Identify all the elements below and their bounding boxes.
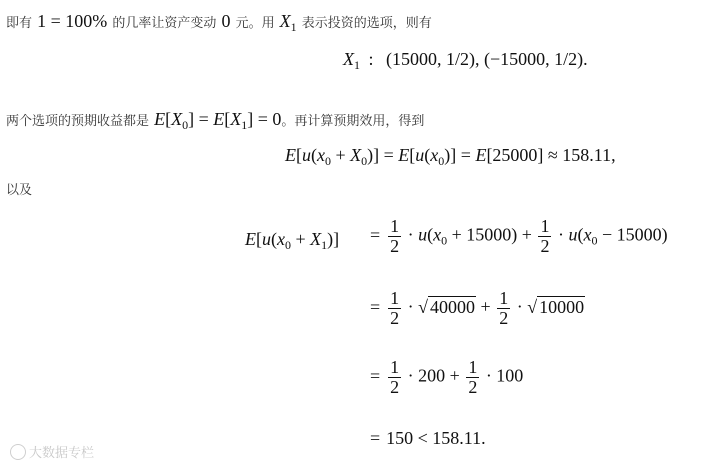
equation-lhs: $E[u(x_0 + X_1)]$ <box>245 229 340 252</box>
text-fragment: 的几率让资产变动 <box>112 16 217 31</box>
equation-row-4: = 150 < 158.11. <box>370 428 486 448</box>
math-inline: 0 <box>221 11 231 31</box>
text-fragment: 。再计算预期效用，得到 <box>281 114 425 129</box>
text-line-3: 以及 <box>6 183 33 198</box>
text-line-2 <box>6 107 424 131</box>
square-root: √ 10000 <box>527 296 585 317</box>
fraction: $\frac{1}{2}$ <box>540 216 550 256</box>
square-root: √ 40000 <box>418 296 476 317</box>
text-fragment: 两个选项的预期收益都是 <box>6 114 150 129</box>
math-inline: $E[X_0] = E[X_1] = 0$ <box>154 109 282 132</box>
math-inline: 1 = 100% <box>37 11 108 31</box>
equation-row-1: = $\frac{1}{2}$ · $u(x_0 + 15000)$ + $\frac{1}{2}$ · $u(x_0 - 15000)$ <box>370 216 668 256</box>
fraction: $\frac{1}{2}$ <box>390 216 400 256</box>
equation-expected-utility-x0: $E[u(x_0 + X_0)] = E[u(x_0)] = E[25000] \approx 158.11$, <box>285 145 616 168</box>
text-fragment: 即有 <box>6 16 33 31</box>
text-line-1 <box>6 9 432 33</box>
fraction: $\frac{1}{2}$ <box>390 357 400 397</box>
watermark-logo-icon <box>10 444 26 460</box>
fraction: $\frac{1}{2}$ <box>499 288 509 328</box>
fraction: $\frac{1}{2}$ <box>468 357 478 397</box>
fraction: $\frac{1}{2}$ <box>390 288 400 328</box>
watermark: 大数据专栏 <box>10 444 94 463</box>
option-definition: $X_1$ : (15000, 1/2), (−15000, 1/2). <box>343 49 588 72</box>
equation-row-2: = $\frac{1}{2}$ · √ 40000 + $\frac{1}{2}$ · √ 10000 <box>370 288 585 328</box>
text-fragment: 元。用 <box>235 16 275 31</box>
equation-row-3: = $\frac{1}{2}$ · 200 + $\frac{1}{2}$ · 100 <box>370 357 524 397</box>
math-inline: $X_1$ <box>279 11 297 34</box>
text-fragment: 表示投资的选项，则有 <box>301 16 432 31</box>
